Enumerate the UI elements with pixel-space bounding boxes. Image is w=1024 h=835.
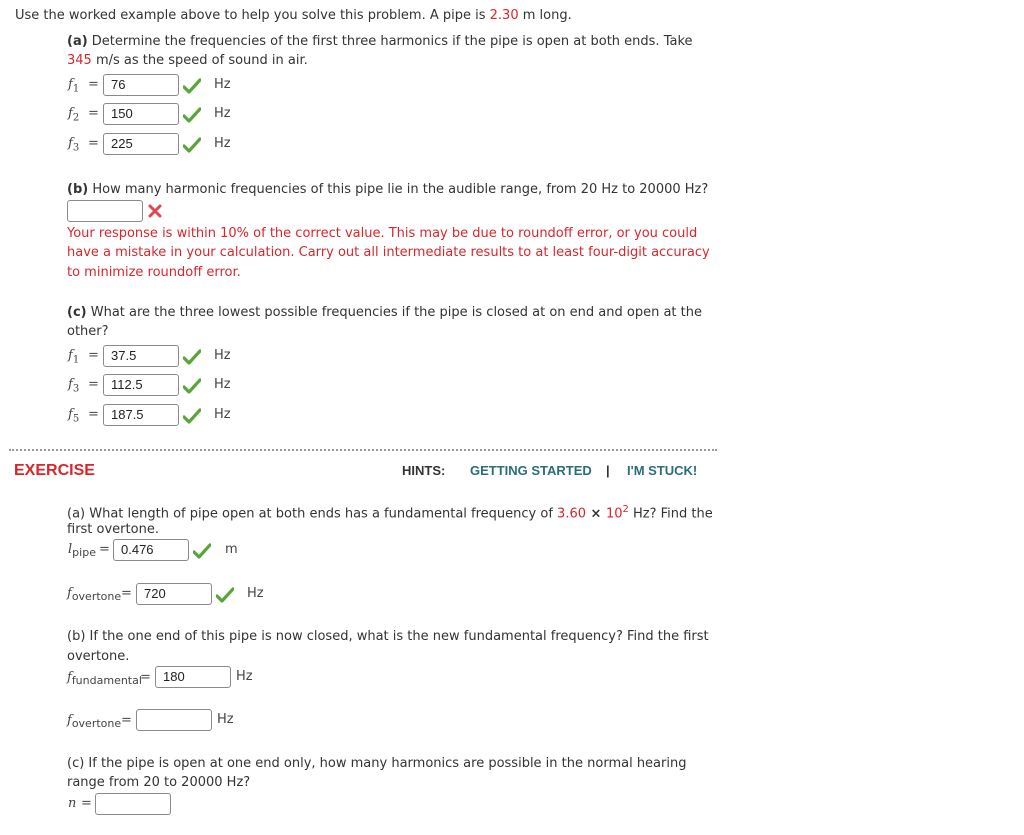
- check-icon: [183, 378, 201, 394]
- unit-label: Hz: [214, 136, 231, 151]
- ex-c-question: (c) If the pipe is open at one end only, how many harmonics are possible in the normal hearing: [67, 756, 687, 771]
- f-overtone-closed-input[interactable]: [136, 709, 212, 731]
- check-icon: [183, 349, 201, 365]
- intro-text: Use the worked example above to help you solve this problem. A pipe is 2.30 m long.: [15, 8, 572, 23]
- equals-sign: =: [121, 586, 132, 601]
- ex-b-question-line2: overtone.: [67, 649, 130, 664]
- f1-input[interactable]: 76: [103, 74, 179, 96]
- unit-label: Hz: [214, 348, 231, 363]
- f-fundamental-input[interactable]: 180: [155, 666, 231, 688]
- feedback-line-2: have a mistake in your calculation. Carry out all intermediate results to at least four-digit accuracy: [67, 245, 710, 260]
- check-icon: [216, 587, 234, 603]
- unit-label: Hz: [247, 586, 264, 601]
- part-c-question: (c) What are the three lowest possible frequencies if the pipe is closed at on end and open at the: [67, 305, 702, 320]
- im-stuck-link[interactable]: I'M STUCK!: [627, 463, 698, 478]
- part-a-question-line2: 345 m/s as the speed of sound in air.: [67, 53, 308, 68]
- f3-input[interactable]: 225: [103, 133, 179, 155]
- f-fundamental-label: $f_{fundamental}$: [67, 670, 142, 687]
- x-mark-icon: [148, 204, 162, 218]
- f1-label: $f_1$: [68, 348, 80, 366]
- ex-b-question: (b) If the one end of this pipe is now closed, what is the new fundamental frequency? Find the first: [67, 629, 709, 644]
- check-icon: [183, 107, 201, 123]
- l-pipe-input[interactable]: 0.476: [113, 539, 189, 561]
- n-label: n: [68, 796, 77, 811]
- equals-sign: =: [88, 377, 99, 392]
- harmonics-count-input[interactable]: [67, 200, 143, 222]
- part-b-question: (b) How many harmonic frequencies of this pipe lie in the audible range, from 20 Hz to 20000 Hz?: [67, 182, 709, 197]
- unit-label: m: [225, 542, 238, 557]
- l-pipe-label: $l_{pipe}$: [68, 542, 96, 559]
- f-overtone-label: $f_{overtone}$: [67, 713, 122, 730]
- mantissa-value: 3.60: [557, 506, 586, 522]
- equals-sign: =: [81, 796, 92, 811]
- part-c-question-line2: other?: [67, 324, 109, 339]
- unit-label: Hz: [217, 712, 234, 727]
- feedback-line-3: to minimize roundoff error.: [67, 265, 241, 280]
- closed-f1-input[interactable]: 37.5: [103, 345, 179, 367]
- equals-sign: =: [88, 348, 99, 363]
- ex-a-question-line2: first overtone.: [67, 522, 159, 537]
- f2-input[interactable]: 150: [103, 103, 179, 125]
- equals-sign: =: [99, 542, 110, 557]
- equals-sign: =: [88, 106, 99, 121]
- equals-sign: =: [88, 77, 99, 92]
- unit-label: Hz: [214, 106, 231, 121]
- part-a-question: (a) Determine the frequencies of the first three harmonics if the pipe is open at both ends. Take: [67, 34, 693, 49]
- f-overtone-input[interactable]: 720: [136, 583, 212, 605]
- check-icon: [183, 78, 201, 94]
- f1-label: $f_1$: [68, 77, 80, 95]
- closed-f3-input[interactable]: 112.5: [103, 374, 179, 396]
- check-icon: [183, 137, 201, 153]
- unit-label: Hz: [214, 407, 231, 422]
- ex-c-question-line2: range from 20 to 20000 Hz?: [67, 775, 251, 790]
- equals-sign: =: [140, 670, 151, 685]
- pipe-length-value: 2.30: [489, 8, 519, 23]
- section-divider: [9, 449, 717, 451]
- ex-a-question: (a) What length of pipe open at both ends has a fundamental frequency of $3.60 \times 10^2$ Hz? Find the: [67, 504, 713, 522]
- f5-label: $f_5$: [68, 407, 80, 425]
- getting-started-link[interactable]: GETTING STARTED: [470, 463, 592, 478]
- speed-value: 345: [67, 53, 92, 68]
- check-icon: [193, 543, 211, 559]
- feedback-line-1: Your response is within 10% of the correct value. This may be due to roundoff error, or you could: [67, 226, 698, 241]
- f2-label: $f_2$: [68, 106, 80, 124]
- unit-label: Hz: [214, 77, 231, 92]
- exercise-title: EXERCISE: [14, 462, 95, 479]
- n-input[interactable]: [95, 793, 171, 815]
- hints-separator: |: [606, 463, 610, 478]
- unit-label: Hz: [214, 377, 231, 392]
- f-overtone-label: $f_{overtone}$: [67, 586, 122, 603]
- closed-f5-input[interactable]: 187.5: [103, 404, 179, 426]
- equals-sign: =: [88, 407, 99, 422]
- equals-sign: =: [88, 136, 99, 151]
- hints-label: HINTS:: [402, 463, 446, 478]
- f3-label: $f_3$: [68, 136, 80, 154]
- f3-label: $f_3$: [68, 377, 80, 395]
- unit-label: Hz: [236, 669, 253, 684]
- equals-sign: =: [121, 713, 132, 728]
- check-icon: [183, 408, 201, 424]
